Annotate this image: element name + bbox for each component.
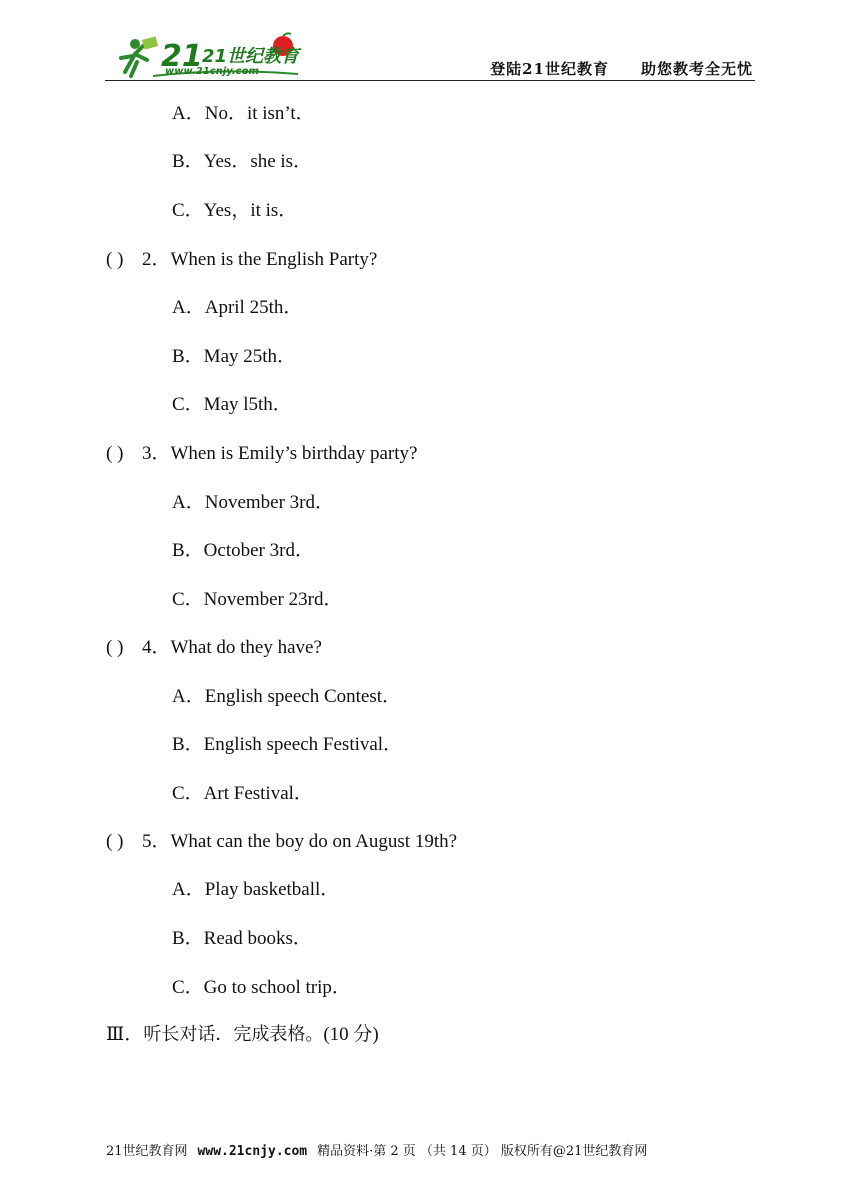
svg-text:21: 21	[161, 39, 203, 74]
q2-option-c: C．May l5th．	[172, 394, 292, 415]
footer-url: www.21cnjy.com	[197, 1144, 308, 1159]
header-divider	[105, 80, 755, 81]
answer-blank: ( )	[106, 249, 124, 270]
question-text: 4．What do they have?	[142, 637, 322, 658]
question-3	[106, 442, 417, 466]
logo-url: www.21cnjy.com	[165, 66, 259, 77]
page-footer	[106, 1140, 647, 1159]
section-score: (10 分)	[323, 1024, 379, 1045]
answer-blank: ( )	[106, 637, 124, 658]
answer-blank: ( )	[106, 443, 124, 464]
q5-option-b: B．Read books．	[172, 928, 312, 949]
slogan-left: 登陆21世纪教育	[490, 60, 609, 78]
logo-text: 21世纪教育	[202, 46, 300, 67]
question-text: 2．When is the English Party?	[142, 249, 378, 270]
q4-option-b: B．English speech Festival．	[172, 734, 403, 755]
page-header	[105, 30, 755, 82]
slogan-right: 助您教考全无忧	[640, 60, 753, 78]
question-text: 5．What can the boy do on August 19th?	[142, 831, 458, 852]
q4-option-a: A．English speech Contest．	[172, 686, 402, 707]
question-5	[106, 830, 457, 854]
q3-option-c: C．November 23rd．	[172, 589, 343, 610]
question-4	[106, 636, 322, 660]
question-2	[106, 248, 377, 272]
footer-page-info: 精品资料·第 2 页 （共 14 页） 版权所有@21世纪教育网	[317, 1144, 648, 1159]
q4-option-c: C．Art Festival．	[172, 783, 313, 804]
section-title: 听长对话．完成表格。	[143, 1024, 324, 1045]
answer-blank: ( )	[106, 831, 124, 852]
q5-option-c: C．Go to school trip．	[172, 977, 351, 998]
q3-option-a: A．November 3rd．	[172, 492, 334, 513]
q1-option-b: B．Yes．she is．	[172, 151, 313, 172]
q2-option-a: A．April 25th．	[172, 297, 303, 318]
q3-option-b: B．October 3rd．	[172, 540, 314, 561]
footer-site-name: 21世纪教育网	[106, 1144, 188, 1159]
section-3-heading	[106, 1023, 379, 1047]
section-numeral: Ⅲ．	[106, 1024, 144, 1045]
q2-option-b: B．May 25th．	[172, 346, 297, 367]
q1-option-a: A．No．it isn’t．	[172, 103, 315, 124]
q5-option-a: A．Play basketball．	[172, 879, 340, 900]
question-text: 3．When is Emily’s birthday party?	[142, 443, 418, 464]
q1-option-c: C．Yes，it is．	[172, 200, 298, 221]
header-slogan	[490, 58, 753, 79]
